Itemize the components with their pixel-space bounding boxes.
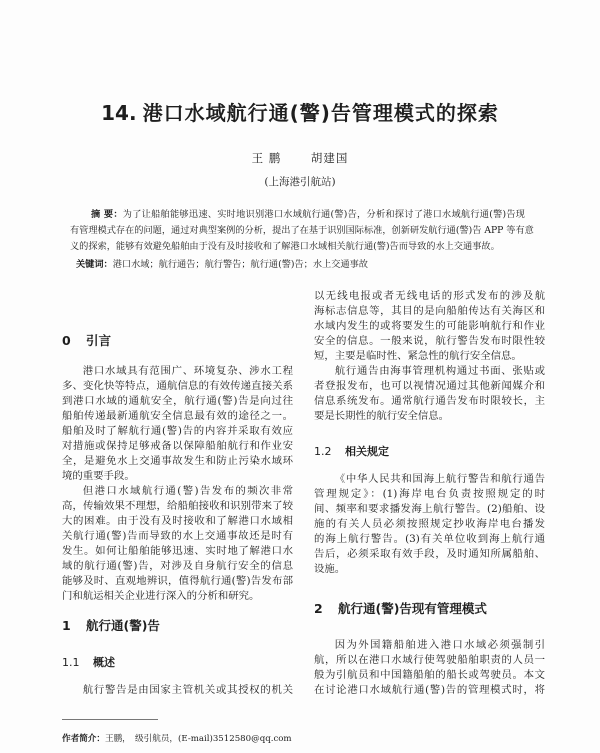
paragraph-notice	[314, 364, 545, 424]
subsection-heading-1-2	[314, 444, 389, 460]
abstract	[70, 207, 534, 255]
text-line: 要是长期性的航行安全信息。	[314, 410, 450, 422]
section-heading-2	[314, 601, 487, 617]
subsection-number: 1.1	[62, 656, 80, 669]
abstract-line	[70, 207, 525, 223]
abstract-label: 摘 要：	[91, 209, 123, 220]
abstract-text: 为了让船舶能够迅速、实时地识别港口水域航行通(警)告，分析和探讨了港口水域航行通(警)告现	[122, 209, 525, 220]
keywords-text: 港口水域；航行通告；航行警告；航行通(警)告；水上交通事故	[112, 259, 368, 270]
section-title: 引言	[86, 333, 112, 348]
paper-title	[0, 100, 600, 126]
text-line: 门和航运相关企业进行深入的分析和研究。	[62, 590, 260, 602]
text-line: 航行警告是由国家主管机关或其授权的机关	[82, 684, 293, 696]
paragraph-intro-2	[62, 484, 293, 604]
text-line: 者登报发布，也可以视情况通过其他新闻媒介和	[314, 380, 545, 392]
text-line: 港口水域具有范围广、环境复杂、涉水工程	[82, 365, 293, 377]
subsection-heading-1-1	[62, 655, 115, 671]
subsection-number: 1.2	[314, 445, 332, 458]
paragraph-intro-1	[62, 364, 293, 484]
text-line: 船舶传递最新通航安全信息最有效的途径之一。	[62, 410, 293, 422]
section-title: 航行通(警)告	[86, 618, 160, 633]
section-heading-0	[62, 333, 111, 349]
text-line: 《中华人民共和国海上航行警告和航行通告	[334, 473, 545, 485]
text-line: 以无线电报或者无线电话的形式发布的涉及航	[314, 290, 545, 302]
text-line: 短，主要是临时性、紧急性的航行安全信息。	[314, 350, 522, 362]
text-line: 大的困难。由于没有及时接收和了解港口水域相	[62, 515, 293, 527]
subsection-title: 相关规定	[345, 445, 389, 458]
text-line: 安全的信息。一般来说，航行警告发布时限性较	[314, 335, 545, 347]
paragraph-overview-cont	[314, 289, 545, 364]
author-footnote	[62, 733, 542, 746]
text-line: 对措施或保持足够戒备以保障船舶航行和作业安	[62, 440, 293, 452]
text-line: 能够及时、直观地辨识，值得航行通(警)告发布部	[62, 575, 293, 587]
author: 王 鹏	[251, 151, 282, 165]
keywords	[76, 257, 526, 273]
text-line: 全，是避免水上交通事故发生和防止污染水域环	[62, 455, 293, 467]
article-number: 14.	[101, 101, 137, 125]
text-line: 般为引航员和中国籍船舶的船长或驾驶员。本文	[314, 669, 545, 681]
text-line: 的海上航行警告。(3)有关单位收到海上航行通	[314, 533, 545, 545]
paragraph-management-mode	[314, 638, 545, 698]
text-line: 水域内发生的或将要发生的可能影响航行和作业	[314, 320, 545, 332]
text-line: 但港口水域航行通(警)告发布的频次非常	[82, 485, 293, 497]
footnote-label: 作者简介：	[62, 734, 105, 744]
text-line: 发生。如何让船舶能够迅速、实时地了解港口水	[62, 545, 293, 557]
subsection-title: 概述	[93, 656, 115, 669]
text-line: 域的航行通(警)告，对涉及自身航行安全的信息	[62, 560, 293, 572]
keywords-label: 关键词：	[76, 259, 113, 270]
text-line: 告后，必须采取有效手段，及时通知所属船舶、	[314, 548, 545, 560]
text-line: 多、变化快等特点，通航信息的有效传递直接关系	[62, 380, 293, 392]
text-line: 高，传输效果不理想，给船舶接收和识别带来了较	[62, 500, 293, 512]
affiliation: (上海港引航站)	[264, 176, 336, 188]
text-line: 关航行通(警)告而导致的水上交通事故还是时有	[62, 530, 293, 542]
section-number: 1	[62, 618, 71, 633]
text-line: 船舶及时了解航行通(警)告的内容并采取有效应	[62, 425, 293, 437]
text-line: 信息系统发布。通常航行通告发布时限较长，主	[314, 395, 545, 407]
text-line: 施的有关人员必须按照规定抄收海岸电台播发	[314, 518, 545, 530]
section-number: 2	[314, 601, 323, 616]
abstract-line: 有管理模式存在的问题，通过对典型案例的分析，提出了在基于识别国际标准，创新研发航行通(警)告 APP 等有意	[70, 225, 534, 236]
section-number: 0	[62, 333, 71, 348]
author-list	[0, 150, 600, 166]
author: 胡建国	[310, 151, 349, 165]
title-text: 港口水域航行通(警)告管理模式的探索	[142, 101, 499, 125]
text-line: 到港口水域的通航安全，航行通(警)告是向过往	[62, 395, 293, 407]
section-title: 航行通(警)告现有管理模式	[338, 601, 487, 616]
text-line: 境的重要手段。	[62, 470, 135, 482]
section-heading-1	[62, 618, 160, 634]
footnote-rule	[62, 719, 158, 720]
paragraph-regulations	[314, 472, 545, 577]
footnote-text: 王鹏， 级引航员，(E-mail)3512580@qq.com	[104, 734, 292, 744]
text-line: 设施。	[314, 563, 346, 575]
text-line: 航，所以在港口水域行使驾驶船舶职责的人员一	[314, 654, 545, 666]
abstract-line: 义的探索，能够有效避免船舶由于没有及时接收和了解港口水域相关航行通(警)告而导致的水上交通事故。	[70, 241, 500, 252]
text-line: 因为外国籍船舶进入港口水域必须强制引	[334, 639, 545, 651]
text-line: 管理规定》：(1)海岸电台负责按照规定的时	[314, 488, 545, 500]
text-line: 海标志信息等，其目的是向船舶传达有关海区和	[314, 305, 545, 317]
text-line: 航行通告由海事管理机构通过书面、张贴或	[334, 365, 545, 377]
text-line: 间、频率和要求播发海上航行警告。(2)船舶、设	[314, 503, 545, 515]
paragraph-overview-start	[62, 683, 293, 698]
text-line: 在讨论港口水域航行通(警)告的管理模式时，将	[314, 684, 545, 696]
